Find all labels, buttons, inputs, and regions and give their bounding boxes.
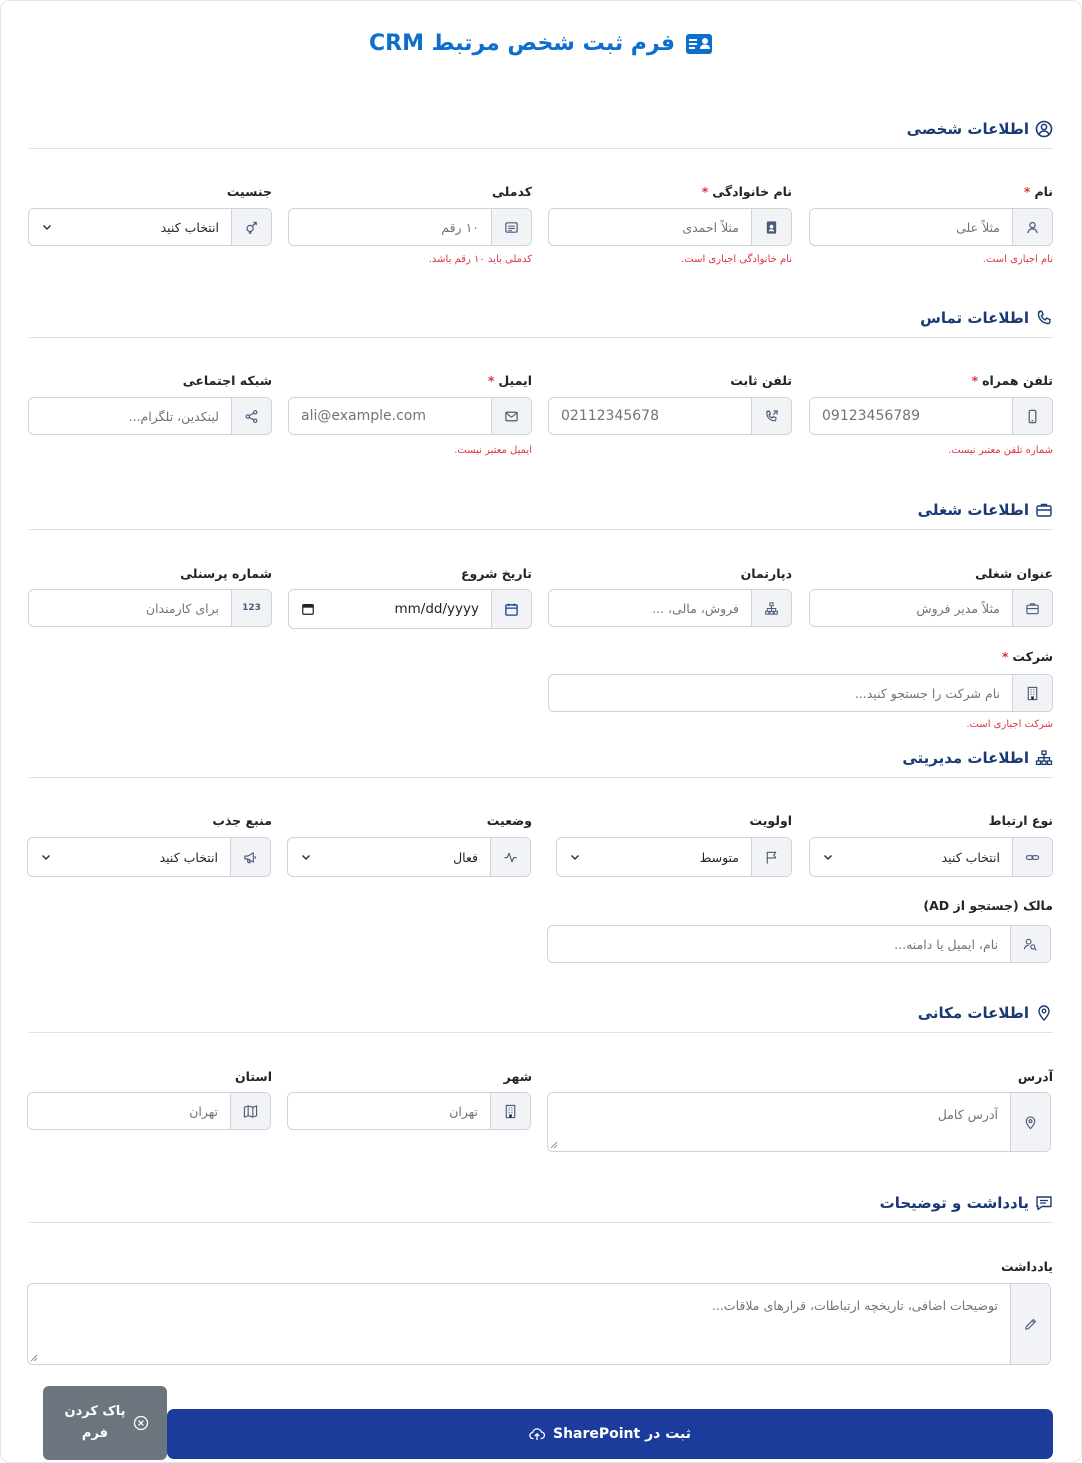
page-title-text: فرم ثبت شخص مرتبط CRM	[369, 31, 675, 56]
section-personal-title: اطلاعات شخصی	[906, 119, 1029, 138]
province-input[interactable]: تهران	[189, 1103, 218, 1119]
pencil-icon	[1010, 1284, 1050, 1364]
job-title-input[interactable]: مثلاً مدیر فروش	[916, 600, 1000, 616]
company-field[interactable]	[548, 674, 1053, 712]
priority-value: متوسط	[699, 849, 739, 865]
chevron-down-icon	[41, 221, 53, 233]
city-input[interactable]: تهران	[449, 1103, 478, 1119]
national-id-input[interactable]: ۱۰ رقم	[441, 219, 479, 235]
social-input[interactable]: لینکدین، تلگرام...	[128, 408, 219, 424]
section-location-title: اطلاعات مکانی	[917, 1003, 1029, 1022]
start-date-value: mm/dd/yyyy	[394, 601, 479, 617]
mobile-input[interactable]: 09123456789	[822, 408, 920, 424]
note-field[interactable]	[27, 1283, 1051, 1365]
note-label: یادداشت	[1000, 1259, 1053, 1274]
badge-icon	[751, 209, 791, 245]
submit-button-label: ثبت در SharePoint	[552, 1426, 692, 1442]
email-input[interactable]: ali@example.com	[301, 408, 426, 424]
company-input[interactable]: نام شرکت را جستجو کنید...	[854, 685, 1000, 701]
section-personal	[29, 115, 1053, 149]
briefcase-small-icon	[1012, 590, 1052, 626]
envelope-icon	[491, 398, 531, 434]
address-field[interactable]	[547, 1092, 1051, 1152]
relation-type-label: نوع ارتباط	[988, 813, 1053, 828]
chevron-down-icon	[40, 851, 52, 863]
section-contact-title: اطلاعات تماس	[920, 308, 1029, 327]
mobile-icon	[1012, 398, 1052, 434]
email-label: ایمیل*	[487, 373, 532, 388]
relation-type-select[interactable]	[809, 837, 1053, 877]
last-name-error: نام خانوادگی اجباری است.	[681, 254, 792, 265]
section-contact	[29, 304, 1053, 338]
last-name-label: نام خانوادگی*	[701, 184, 792, 199]
sitemap-icon	[1035, 749, 1053, 767]
first-name-input[interactable]: مثلاً علی	[956, 219, 1000, 235]
relation-type-value: انتخاب کنید	[941, 849, 1000, 865]
section-notes-title: یادداشت و توضیحات	[879, 1193, 1029, 1212]
chevron-down-icon	[822, 851, 834, 863]
mobile-error: شماره تلفن معتبر نیست.	[947, 445, 1053, 456]
map-icon	[230, 1093, 270, 1129]
status-value: فعال	[453, 849, 478, 865]
user-circle-icon	[1035, 120, 1053, 138]
calendar-picker-icon[interactable]	[301, 602, 315, 616]
org-chart-icon	[751, 590, 791, 626]
first-name-error: نام اجباری است.	[982, 254, 1053, 265]
resize-handle-icon[interactable]	[550, 1141, 558, 1149]
location-pin-icon	[1010, 1093, 1050, 1151]
user-search-icon	[1010, 926, 1050, 962]
gender-select-value: انتخاب کنید	[160, 219, 219, 235]
last-name-field[interactable]	[548, 208, 792, 246]
source-value: انتخاب کنید	[159, 849, 218, 865]
flag-icon	[751, 838, 791, 876]
owner-label: مالک (جستجو از AD)	[923, 898, 1053, 913]
mobile-field[interactable]	[809, 397, 1053, 435]
email-error: ایمیل معتبر نیست.	[454, 445, 532, 456]
mobile-label: تلفن همراه*	[971, 373, 1053, 388]
start-date-input[interactable]	[289, 590, 491, 628]
megaphone-icon	[230, 838, 270, 876]
close-circle-icon	[133, 1415, 149, 1431]
resize-handle-icon[interactable]	[30, 1354, 38, 1362]
section-notes	[29, 1189, 1053, 1223]
share-icon	[231, 398, 271, 434]
clear-button-label: پاک کردن فرم	[64, 1404, 126, 1441]
province-label: استان	[234, 1069, 272, 1084]
chevron-down-icon	[300, 851, 312, 863]
page-title	[1, 31, 1081, 56]
user-icon	[1012, 209, 1052, 245]
gender-select[interactable]	[28, 208, 272, 246]
phone-forward-icon	[751, 398, 791, 434]
city-field[interactable]	[287, 1092, 531, 1130]
chat-icon	[1035, 1194, 1053, 1212]
phone-field[interactable]	[548, 397, 792, 435]
job-title-label: عنوان شغلی	[975, 566, 1053, 581]
national-id-label: کدملی	[492, 184, 532, 199]
cloud-upload-icon	[529, 1426, 545, 1442]
note-textarea[interactable]: توضیحات اضافی، تاریخچه ارتباطات، قرارهای ملاقات...	[711, 1298, 998, 1313]
map-pin-icon	[1035, 1004, 1053, 1022]
briefcase-icon	[1035, 501, 1053, 519]
status-label: وضعیت	[486, 813, 532, 828]
priority-label: اولویت	[749, 813, 792, 828]
priority-select[interactable]	[556, 837, 792, 877]
building-icon	[1012, 675, 1052, 711]
activity-icon	[490, 838, 530, 876]
phone-input[interactable]: 02112345678	[561, 408, 659, 424]
first-name-field[interactable]	[809, 208, 1053, 246]
section-location	[29, 999, 1053, 1033]
last-name-input[interactable]: مثلاً احمدی	[682, 219, 739, 235]
status-select[interactable]	[287, 837, 531, 877]
section-job	[29, 496, 1053, 530]
owner-field[interactable]	[547, 925, 1051, 963]
job-title-field[interactable]	[809, 589, 1053, 627]
address-textarea[interactable]: آدرس کامل	[937, 1107, 998, 1122]
social-field[interactable]	[28, 397, 272, 435]
department-input[interactable]: فروش، مالی، ...	[652, 600, 739, 616]
owner-input[interactable]: نام، ایمیل یا دامنه...	[894, 936, 998, 952]
personnel-label: شماره پرسنلی	[180, 566, 272, 581]
phone-icon	[1035, 309, 1053, 327]
social-label: شبکه اجتماعی	[182, 373, 272, 388]
personnel-field[interactable]	[28, 589, 272, 627]
national-id-field[interactable]	[288, 208, 532, 246]
department-field[interactable]	[548, 589, 792, 627]
province-field[interactable]	[27, 1092, 271, 1130]
first-name-label: نام*	[1023, 184, 1053, 199]
company-error: شرکت اجباری است.	[966, 719, 1053, 730]
gender-icon	[231, 209, 271, 245]
section-job-title: اطلاعات شغلی	[917, 500, 1029, 519]
section-management-title: اطلاعات مدیریتی	[902, 748, 1029, 767]
company-label: شرکت*	[1001, 649, 1053, 664]
city-building-icon	[490, 1093, 530, 1129]
start-date-field[interactable]	[288, 589, 532, 629]
id-card-icon	[685, 33, 713, 55]
gender-label: جنسیت	[226, 184, 272, 199]
start-date-label: تاریخ شروع	[460, 566, 532, 581]
national-id-error: کدملی باید ۱۰ رقم باشد.	[428, 254, 532, 265]
personnel-input[interactable]: برای کارمندان	[145, 600, 219, 616]
address-label: آدرس	[1017, 1069, 1053, 1084]
city-label: شهر	[503, 1069, 532, 1084]
section-management	[29, 744, 1053, 778]
submit-sharepoint-button[interactable]	[167, 1409, 1053, 1459]
source-select[interactable]	[27, 837, 271, 877]
email-field[interactable]	[288, 397, 532, 435]
clear-form-button[interactable]	[43, 1386, 167, 1460]
calendar-icon	[491, 590, 531, 628]
department-label: دپارتمان	[740, 566, 792, 581]
phone-label: تلفن ثابت	[730, 373, 792, 388]
link-icon	[1012, 838, 1052, 876]
chevron-down-icon	[569, 851, 581, 863]
id-text-icon	[491, 209, 531, 245]
numbers-icon: 123	[231, 590, 271, 626]
source-label: منبع جذب	[212, 813, 272, 828]
